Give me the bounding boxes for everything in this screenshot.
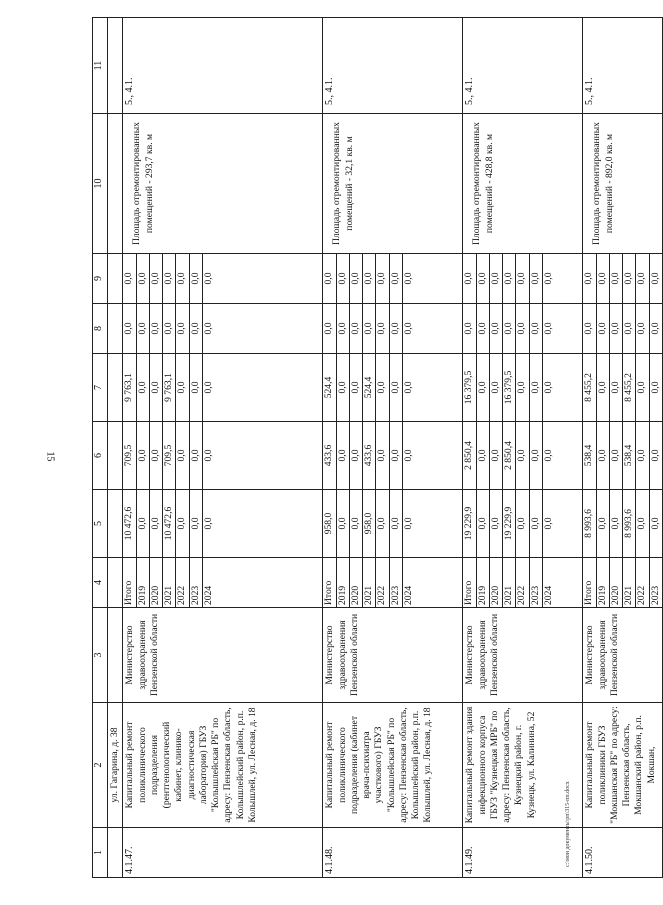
value-cell: 0,0 xyxy=(596,354,609,421)
program-row xyxy=(463,18,583,878)
value-cell: 0,0 xyxy=(376,422,389,489)
value-cell: 0,0 xyxy=(349,490,362,557)
page-number: 15 xyxy=(44,451,56,462)
header-cell: 9 xyxy=(93,254,108,304)
value-cell: 0,0 xyxy=(609,354,622,421)
value-cell: 0,0 xyxy=(202,381,214,394)
header-cell: 5 xyxy=(93,490,108,558)
year-cell: Итого xyxy=(123,558,136,607)
value-cell: 0,0 xyxy=(649,517,661,530)
value-cell: 0,0 xyxy=(463,254,476,303)
federal-funding-list xyxy=(323,422,415,489)
value-cell: 0,0 xyxy=(529,304,542,353)
value-cell: 0,0 xyxy=(583,254,596,303)
value-cell: 0,0 xyxy=(489,422,502,489)
lead-id-cell xyxy=(108,828,123,878)
lead-row xyxy=(108,18,123,878)
year-cell: 2020 xyxy=(609,558,622,607)
value-cell: 0,0 xyxy=(363,304,376,353)
federal-funding-list xyxy=(463,422,555,489)
value-cell: 0,0 xyxy=(336,490,349,557)
value-cell: 0,0 xyxy=(636,354,649,421)
value-cell: 0,0 xyxy=(542,322,554,335)
value-cell: 0,0 xyxy=(609,422,622,489)
year-list xyxy=(123,558,215,607)
header-cell: 4 xyxy=(93,558,108,608)
value-cell: 0,0 xyxy=(136,254,149,303)
value-cell: 0,0 xyxy=(123,304,136,353)
regional-funding xyxy=(583,354,663,422)
value-cell: 16 379,5 xyxy=(463,354,476,421)
value-cell: 2 850,4 xyxy=(503,422,516,489)
value-cell: 0,0 xyxy=(189,304,202,353)
reference: 5., 4.1. xyxy=(323,18,463,114)
value-cell: 0,0 xyxy=(609,254,622,303)
year-cell: 2020 xyxy=(149,558,162,607)
value-cell: 524,4 xyxy=(363,354,376,421)
value-cell: 0,0 xyxy=(176,490,189,557)
value-cell: 0,0 xyxy=(136,490,149,557)
value-cell: 0,0 xyxy=(649,381,661,394)
federal-funding-list xyxy=(583,422,662,489)
value-cell: 0,0 xyxy=(376,254,389,303)
other-funding xyxy=(123,254,323,304)
header-cell: 1 xyxy=(93,828,108,878)
value-cell: 0,0 xyxy=(389,490,402,557)
other-funding-list xyxy=(323,254,415,303)
year-cell: 2022 xyxy=(636,558,649,607)
header-cell: 11 xyxy=(93,18,108,114)
value-cell: 0,0 xyxy=(636,422,649,489)
value-cell: 0,0 xyxy=(516,254,529,303)
value-cell: 0,0 xyxy=(323,304,336,353)
year-column xyxy=(323,558,463,608)
executor: Министерство здравоохранения Пензенской области xyxy=(323,608,463,703)
value-cell: 0,0 xyxy=(123,254,136,303)
value-cell: 538,4 xyxy=(583,422,596,489)
row-id: 4.1.49. xyxy=(463,828,583,878)
value-cell: 0,0 xyxy=(189,422,202,489)
year-cell: 2024 xyxy=(202,585,214,605)
empty-cell xyxy=(108,558,123,608)
other-funding-list xyxy=(583,254,662,303)
value-cell: 0,0 xyxy=(389,354,402,421)
value-cell: 9 763,1 xyxy=(163,354,176,421)
regional-funding-list xyxy=(123,354,215,421)
federal-funding xyxy=(323,422,463,490)
value-cell: 0,0 xyxy=(529,354,542,421)
value-cell: 0,0 xyxy=(476,490,489,557)
local-funding xyxy=(463,304,583,354)
lead-name-cell: ул. Гагарина, д. 38 xyxy=(108,703,123,828)
value-cell: 0,0 xyxy=(476,254,489,303)
local-funding xyxy=(123,304,323,354)
local-funding xyxy=(583,304,663,354)
rotated-table-wrapper xyxy=(92,18,661,878)
total-funding-list xyxy=(123,490,215,557)
value-cell: 0,0 xyxy=(542,272,554,285)
year-column xyxy=(123,558,323,608)
year-column xyxy=(463,558,583,608)
other-funding xyxy=(463,254,583,304)
value-cell: 19 229,9 xyxy=(503,490,516,557)
program-row xyxy=(123,18,323,878)
year-cell: 2024 xyxy=(542,585,554,605)
value-cell: 0,0 xyxy=(176,422,189,489)
year-cell: 2024 xyxy=(402,585,414,605)
value-cell: 0,0 xyxy=(149,254,162,303)
year-cell: 2023 xyxy=(649,585,661,605)
value-cell: 0,0 xyxy=(363,254,376,303)
header-cell: 8 xyxy=(93,304,108,354)
year-cell: 2020 xyxy=(349,558,362,607)
other-funding-list xyxy=(463,254,555,303)
value-cell: 0,0 xyxy=(149,304,162,353)
indicator: Площадь отремонтированных помещений - 293,7 кв. м xyxy=(123,114,323,254)
row-id: 4.1.50. xyxy=(583,828,663,878)
value-cell: 0,0 xyxy=(596,490,609,557)
executor: Министерство здравоохранения Пензенской области xyxy=(583,608,663,703)
regional-funding-list xyxy=(583,354,662,421)
object-name: Капитальный ремонт поликлинического подразделения (кабинет врача-психиатра участкового) ГБУЗ "Колышлейская РБ" по адресу: Пензенская область, Колышлейский район, р.п. Колышлей, ул. Лесная, д. 18 xyxy=(323,703,463,828)
value-cell: 0,0 xyxy=(202,322,214,335)
value-cell: 0,0 xyxy=(349,354,362,421)
total-funding xyxy=(123,490,323,558)
total-funding xyxy=(323,490,463,558)
regional-funding xyxy=(463,354,583,422)
other-funding-list xyxy=(123,254,215,303)
value-cell: 0,0 xyxy=(516,422,529,489)
value-cell: 0,0 xyxy=(202,449,214,462)
value-cell: 0,0 xyxy=(623,254,636,303)
value-cell: 0,0 xyxy=(336,254,349,303)
year-cell: Итого xyxy=(323,558,336,607)
value-cell: 0,0 xyxy=(163,254,176,303)
value-cell: 0,0 xyxy=(542,381,554,394)
value-cell: 0,0 xyxy=(529,490,542,557)
value-cell: 0,0 xyxy=(389,422,402,489)
header-cell: 10 xyxy=(93,114,108,254)
empty-cell xyxy=(108,304,123,354)
value-cell: 0,0 xyxy=(636,304,649,353)
total-funding xyxy=(463,490,583,558)
reference: 5., 4.1. xyxy=(463,18,583,114)
regional-funding xyxy=(323,354,463,422)
year-cell: 2023 xyxy=(529,558,542,607)
year-cell: 2019 xyxy=(336,558,349,607)
value-cell: 0,0 xyxy=(349,254,362,303)
value-cell: 0,0 xyxy=(402,517,414,530)
year-cell: 2019 xyxy=(476,558,489,607)
value-cell: 0,0 xyxy=(609,490,622,557)
value-cell: 9 763,1 xyxy=(123,354,136,421)
value-cell: 0,0 xyxy=(489,304,502,353)
value-cell: 0,0 xyxy=(136,422,149,489)
reference: 5., 4.1. xyxy=(583,18,663,114)
header-cell: 6 xyxy=(93,422,108,490)
value-cell: 0,0 xyxy=(529,422,542,489)
year-column xyxy=(583,558,663,608)
value-cell: 0,0 xyxy=(476,304,489,353)
regional-funding-list xyxy=(463,354,555,421)
value-cell: 0,0 xyxy=(176,354,189,421)
federal-funding xyxy=(123,422,323,490)
value-cell: 0,0 xyxy=(323,254,336,303)
indicator: Площадь отремонтированных помещений - 428,8 кв. м xyxy=(463,114,583,254)
empty-cell xyxy=(108,490,123,558)
value-cell: 0,0 xyxy=(516,304,529,353)
local-funding xyxy=(323,304,463,354)
value-cell: 0,0 xyxy=(376,490,389,557)
regional-funding xyxy=(123,354,323,422)
value-cell: 0,0 xyxy=(636,254,649,303)
value-cell: 0,0 xyxy=(163,304,176,353)
year-cell: Итого xyxy=(583,558,596,607)
value-cell: 0,0 xyxy=(189,254,202,303)
value-cell: 0,0 xyxy=(136,354,149,421)
value-cell: 0,0 xyxy=(649,322,661,335)
value-cell: 0,0 xyxy=(596,422,609,489)
value-cell: 0,0 xyxy=(402,449,414,462)
year-list xyxy=(323,558,415,607)
year-cell: 2022 xyxy=(176,558,189,607)
header-row xyxy=(93,18,108,878)
value-cell: 16 379,5 xyxy=(503,354,516,421)
value-cell: 958,0 xyxy=(363,490,376,557)
value-cell: 0,0 xyxy=(402,272,414,285)
local-funding-list xyxy=(123,304,215,353)
value-cell: 0,0 xyxy=(529,254,542,303)
value-cell: 10 472,6 xyxy=(163,490,176,557)
empty-cell xyxy=(108,608,123,703)
value-cell: 0,0 xyxy=(136,304,149,353)
value-cell: 8 455,2 xyxy=(583,354,596,421)
value-cell: 0,0 xyxy=(609,304,622,353)
value-cell: 0,0 xyxy=(542,517,554,530)
local-funding-list xyxy=(463,304,555,353)
value-cell: 0,0 xyxy=(389,304,402,353)
object-name: Капитальный ремонт поликлинического подразделения (рентгенологический кабинет, клинико-диагностическая лаборатория) ГБУЗ "Колышлейская РБ" по адресу: Пензенская область, Колышлейский район, р.п. Колышлей, ул. Лесная, д. 18 xyxy=(123,703,323,828)
other-funding xyxy=(323,254,463,304)
file-path-footer: c:\мои документы\рп\315-пп.docx xyxy=(565,781,571,867)
value-cell: 0,0 xyxy=(189,354,202,421)
year-cell: 2019 xyxy=(136,558,149,607)
regional-funding-list xyxy=(323,354,415,421)
value-cell: 433,6 xyxy=(363,422,376,489)
empty-cell xyxy=(108,18,123,114)
executor: Министерство здравоохранения Пензенской области xyxy=(463,608,583,703)
value-cell: 0,0 xyxy=(649,449,661,462)
empty-cell xyxy=(108,422,123,490)
header-cell: 3 xyxy=(93,608,108,703)
executor: Министерство здравоохранения Пензенской области xyxy=(123,608,323,703)
object-name: Капитальный ремонт поликлиники ГБУЗ "Мокшанская РБ" по адресу: Пензенская область, Мокшанский район, р.п. Мокшан, xyxy=(583,703,663,828)
row-id: 4.1.47. xyxy=(123,828,323,878)
value-cell: 8 993,6 xyxy=(583,490,596,557)
value-cell: 0,0 xyxy=(376,304,389,353)
value-cell: 0,0 xyxy=(336,422,349,489)
value-cell: 0,0 xyxy=(402,322,414,335)
value-cell: 0,0 xyxy=(583,304,596,353)
value-cell: 958,0 xyxy=(323,490,336,557)
value-cell: 0,0 xyxy=(596,304,609,353)
value-cell: 0,0 xyxy=(476,354,489,421)
value-cell: 0,0 xyxy=(476,422,489,489)
program-table xyxy=(92,17,663,878)
value-cell: 0,0 xyxy=(542,449,554,462)
program-row xyxy=(583,18,663,878)
value-cell: 0,0 xyxy=(376,354,389,421)
empty-cell xyxy=(108,114,123,254)
value-cell: 433,6 xyxy=(323,422,336,489)
value-cell: 0,0 xyxy=(149,354,162,421)
value-cell: 2 850,4 xyxy=(463,422,476,489)
row-id: 4.1.48. xyxy=(323,828,463,878)
value-cell: 0,0 xyxy=(349,304,362,353)
value-cell: 0,0 xyxy=(463,304,476,353)
year-list xyxy=(463,558,555,607)
value-cell: 0,0 xyxy=(189,490,202,557)
value-cell: 0,0 xyxy=(176,304,189,353)
object-name: Капитальный ремонт здания инфекционного корпуса ГБУЗ "Кузнецкая МРБ" по адресу: Пензенская область, Кузнецкий район, г. Кузнецк, ул. Калинина, 52 xyxy=(463,703,583,828)
value-cell: 0,0 xyxy=(349,422,362,489)
value-cell: 0,0 xyxy=(202,272,214,285)
local-funding-list xyxy=(583,304,662,353)
year-cell: 2021 xyxy=(623,558,636,607)
reference: 5., 4.1. xyxy=(123,18,323,114)
value-cell: 0,0 xyxy=(489,490,502,557)
year-cell: Итого xyxy=(463,558,476,607)
value-cell: 0,0 xyxy=(336,354,349,421)
value-cell: 0,0 xyxy=(402,381,414,394)
value-cell: 0,0 xyxy=(503,254,516,303)
value-cell: 0,0 xyxy=(176,254,189,303)
total-funding xyxy=(583,490,663,558)
year-cell: 2022 xyxy=(376,558,389,607)
indicator: Площадь отремонтированных помещений - 892,0 кв. м xyxy=(583,114,663,254)
value-cell: 0,0 xyxy=(596,254,609,303)
year-cell: 2021 xyxy=(363,558,376,607)
value-cell: 0,0 xyxy=(649,272,661,285)
year-cell: 2020 xyxy=(489,558,502,607)
value-cell: 0,0 xyxy=(149,490,162,557)
value-cell: 0,0 xyxy=(489,354,502,421)
value-cell: 8 993,6 xyxy=(623,490,636,557)
header-cell: 7 xyxy=(93,354,108,422)
other-funding xyxy=(583,254,663,304)
year-cell: 2023 xyxy=(389,558,402,607)
local-funding-list xyxy=(323,304,415,353)
value-cell: 0,0 xyxy=(623,304,636,353)
value-cell: 0,0 xyxy=(202,517,214,530)
federal-funding xyxy=(463,422,583,490)
year-cell: 2021 xyxy=(503,558,516,607)
value-cell: 0,0 xyxy=(503,304,516,353)
year-cell: 2023 xyxy=(189,558,202,607)
header-cell: 2 xyxy=(93,703,108,828)
indicator: Площадь отремонтированных помещений - 32,1 кв. м xyxy=(323,114,463,254)
federal-funding-list xyxy=(123,422,215,489)
empty-cell xyxy=(108,354,123,422)
value-cell: 0,0 xyxy=(489,254,502,303)
value-cell: 19 229,9 xyxy=(463,490,476,557)
federal-funding xyxy=(583,422,663,490)
year-cell: 2022 xyxy=(516,558,529,607)
value-cell: 0,0 xyxy=(336,304,349,353)
value-cell: 709,5 xyxy=(123,422,136,489)
total-funding-list xyxy=(583,490,662,557)
value-cell: 8 455,2 xyxy=(623,354,636,421)
value-cell: 0,0 xyxy=(516,490,529,557)
value-cell: 0,0 xyxy=(636,490,649,557)
value-cell: 538,4 xyxy=(623,422,636,489)
year-cell: 2019 xyxy=(596,558,609,607)
year-cell: 2021 xyxy=(163,558,176,607)
total-funding-list xyxy=(463,490,555,557)
value-cell: 524,4 xyxy=(323,354,336,421)
value-cell: 0,0 xyxy=(149,422,162,489)
total-funding-list xyxy=(323,490,415,557)
value-cell: 709,5 xyxy=(163,422,176,489)
year-list xyxy=(583,558,662,607)
empty-cell xyxy=(108,254,123,304)
value-cell: 0,0 xyxy=(516,354,529,421)
value-cell: 10 472,6 xyxy=(123,490,136,557)
program-row xyxy=(323,18,463,878)
value-cell: 0,0 xyxy=(389,254,402,303)
